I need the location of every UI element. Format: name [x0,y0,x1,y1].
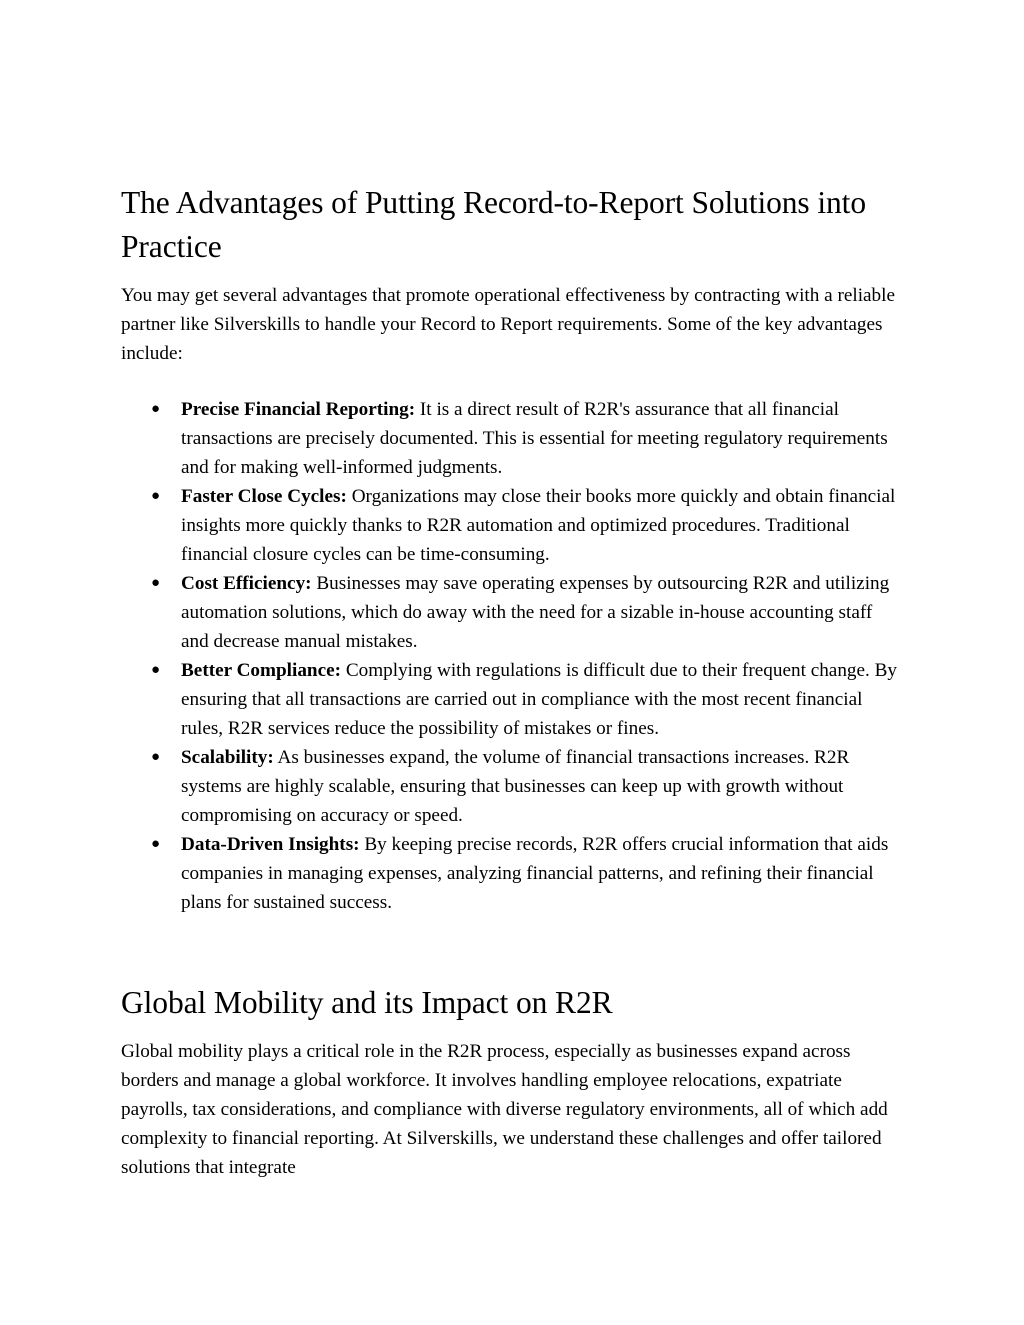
item-title: Cost Efficiency: [181,573,312,594]
bullet-icon: ● [151,575,161,591]
item-text: Organizations may close their books more quickly and obtain financial insights more quickly thanks to R2R automation and optimized procedures. Traditional financial closure cycles can be time-consuming. [181,486,896,565]
list-item [121,482,901,569]
global-mobility-paragraph: Global mobility plays a critical role in the R2R process, especially as businesses expand across borders and manage a global workforce. It involves handling employee relocations, expatriate payrolls, tax considerations, and compliance with diverse regulatory environments, all of which add complexity to financial reporting. At Silverskills, we understand these challenges and offer tailored solutions that integrate [121,1041,888,1178]
item-title: Data-Driven Insights: [181,834,360,855]
list-item [121,656,901,743]
document-page [121,181,901,1182]
section-heading-advantages: The Advantages of Putting Record-to-Report Solutions into Practice [121,185,866,264]
intro-paragraph: You may get several advantages that promote operational effectiveness by contracting with a reliable partner like Silverskills to handle your Record to Report requirements. Some of the key advantages include: [121,285,895,364]
item-title: Precise Financial Reporting: [181,399,416,420]
advantages-list [121,395,901,917]
list-item [121,569,901,656]
item-text: By keeping precise records, R2R offers crucial information that aids companies in managing expenses, analyzing financial patterns, and refining their financial plans for sustained success. [181,834,889,913]
bullet-icon: ● [151,662,161,678]
item-text: Businesses may save operating expenses by outsourcing R2R and utilizing automation solutions, which do away with the need for a sizable in-house accounting staff and decrease manual mistakes. [181,573,890,652]
bullet-icon: ● [151,836,161,852]
bullet-icon: ● [151,401,161,417]
section-heading-global-mobility: Global Mobility and its Impact on R2R [121,985,613,1020]
list-item [121,395,901,482]
list-item [121,743,901,830]
item-text: It is a direct result of R2R's assurance that all financial transactions are precisely documented. This is essential for meeting regulatory requirements and for making well-informed judgments. [181,399,888,478]
list-item [121,830,901,917]
bullet-icon: ● [151,488,161,504]
bullet-icon: ● [151,749,161,765]
item-text: Complying with regulations is difficult due to their frequent change. By ensuring that all transactions are carried out in compliance with the most recent financial rules, R2R services reduce the possibility of mistakes or fines. [181,660,898,739]
item-title: Faster Close Cycles: [181,486,347,507]
item-title: Scalability: [181,747,274,768]
item-title: Better Compliance: [181,660,342,681]
item-text: As businesses expand, the volume of financial transactions increases. R2R systems are highly scalable, ensuring that businesses can keep up with growth without compromising on accuracy or speed. [181,747,850,826]
